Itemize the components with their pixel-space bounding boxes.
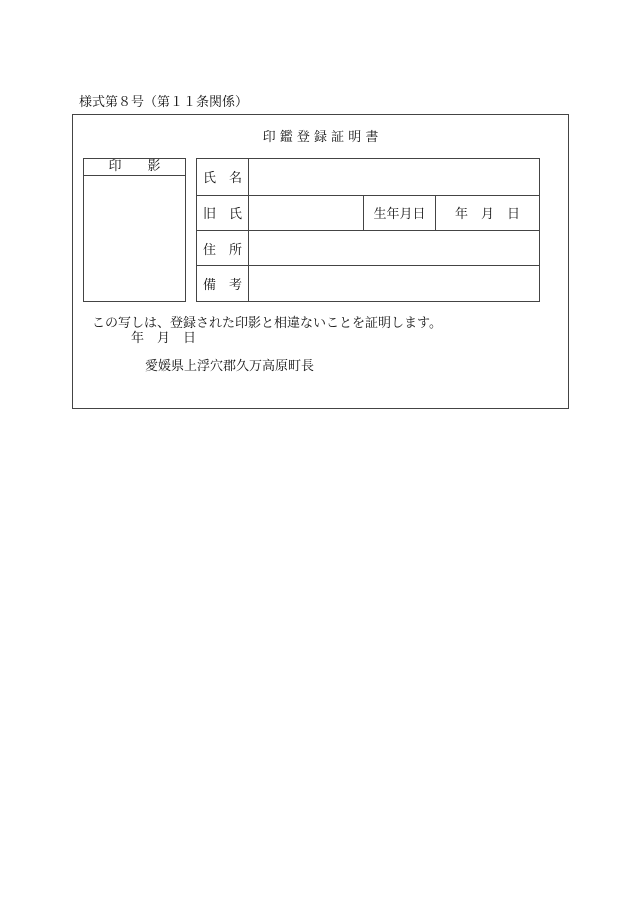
address-label: 住 所 xyxy=(197,230,249,265)
certificate-frame xyxy=(72,114,569,409)
birthdate-value: 年 月 日 xyxy=(436,195,540,230)
former-surname-value xyxy=(249,195,364,230)
issuing-authority: 愛媛県上浮穴郡久万高原町長 xyxy=(145,359,315,374)
certification-statement: この写しは、登録された印影と相違ないことを証明します。 xyxy=(92,316,442,331)
remarks-value xyxy=(249,266,540,302)
birthdate-label: 生年月日 xyxy=(364,195,436,230)
form-number: 様式第８号（第１１条関係） xyxy=(79,95,249,110)
address-row xyxy=(197,230,540,265)
former-surname-row xyxy=(197,195,540,230)
certification-date: 年 月 日 xyxy=(131,331,197,346)
former-surname-label: 旧 氏 xyxy=(197,195,249,230)
seal-impression-header: 印 影 xyxy=(84,159,185,176)
registrant-info-table xyxy=(196,158,540,302)
remarks-label: 備 考 xyxy=(197,266,249,302)
name-label: 氏 名 xyxy=(197,159,249,196)
name-row xyxy=(197,159,540,196)
certificate-title: 印 鑑 登 録 証 明 書 xyxy=(262,130,379,145)
seal-impression-box xyxy=(83,158,186,302)
name-value xyxy=(249,159,540,196)
remarks-row xyxy=(197,266,540,302)
address-value xyxy=(249,230,540,265)
